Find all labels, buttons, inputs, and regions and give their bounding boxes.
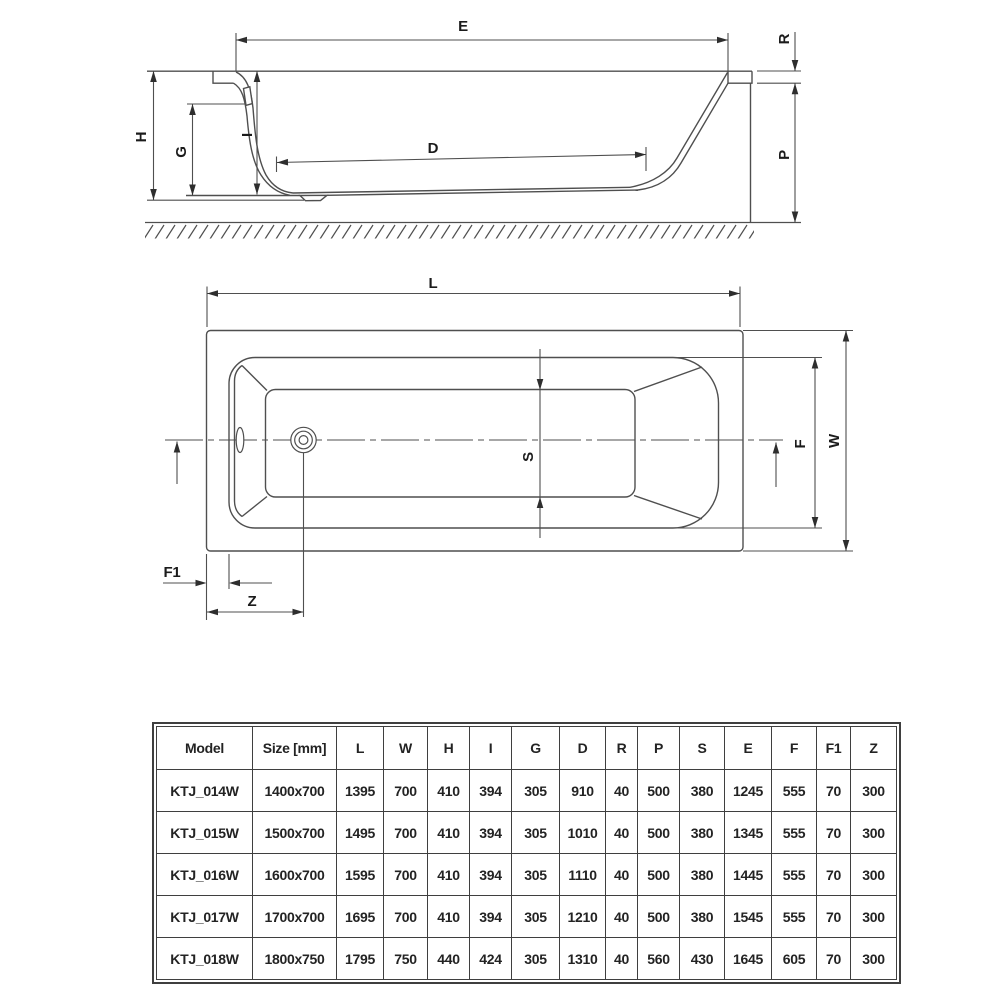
value-cell: 380 <box>680 896 725 938</box>
value-cell: 555 <box>772 896 817 938</box>
tub-outer-rect <box>207 331 744 552</box>
value-cell: 300 <box>851 854 897 896</box>
left-rim-block <box>213 71 234 83</box>
table-header-cell: H <box>428 727 470 770</box>
value-cell: 1700x700 <box>253 896 337 938</box>
value-cell: 910 <box>560 770 606 812</box>
value-cell: 424 <box>470 938 512 980</box>
table-header-cell: Model <box>157 727 253 770</box>
value-cell: 750 <box>384 938 428 980</box>
value-cell: 410 <box>428 896 470 938</box>
model-cell: KTJ_016W <box>157 854 253 896</box>
table-header-cell: Z <box>851 727 897 770</box>
dim-label-I: I <box>239 133 256 137</box>
plan-view <box>165 331 783 552</box>
value-cell: 560 <box>638 938 680 980</box>
value-cell: 40 <box>606 770 638 812</box>
floor-line <box>293 187 630 193</box>
table-header-cell: E <box>725 727 772 770</box>
value-cell: 300 <box>851 812 897 854</box>
value-cell: 300 <box>851 770 897 812</box>
dimensions-table-wrap <box>152 722 901 984</box>
value-cell: 1495 <box>337 812 384 854</box>
dim-label-P: P <box>776 150 793 160</box>
model-cell: KTJ_018W <box>157 938 253 980</box>
dim-label-S: S <box>520 452 537 462</box>
bottom-right-line <box>327 190 638 195</box>
table-row <box>157 854 897 896</box>
value-cell: 380 <box>680 812 725 854</box>
overflow-hole-icon <box>236 428 244 453</box>
table-row <box>157 770 897 812</box>
dim-label-Z: Z <box>247 593 257 610</box>
value-cell: 380 <box>680 854 725 896</box>
value-cell: 1110 <box>560 854 606 896</box>
value-cell: 1245 <box>725 770 772 812</box>
value-cell: 1500x700 <box>253 812 337 854</box>
table-header-row <box>157 727 897 770</box>
value-cell: 40 <box>606 938 638 980</box>
dimension-labels <box>133 18 843 610</box>
value-cell: 700 <box>384 812 428 854</box>
value-cell: 305 <box>512 854 560 896</box>
value-cell: 40 <box>606 854 638 896</box>
value-cell: 40 <box>606 812 638 854</box>
model-cell: KTJ_017W <box>157 896 253 938</box>
value-cell: 500 <box>638 812 680 854</box>
value-cell: 430 <box>680 938 725 980</box>
value-cell: 305 <box>512 938 560 980</box>
value-cell: 1010 <box>560 812 606 854</box>
value-cell: 555 <box>772 854 817 896</box>
dim-label-H: H <box>133 131 150 143</box>
dim-label-E: E <box>458 18 468 35</box>
value-cell: 500 <box>638 896 680 938</box>
value-cell: 500 <box>638 854 680 896</box>
side-view-dimensions <box>154 32 802 223</box>
value-cell: 410 <box>428 812 470 854</box>
table-header-cell: R <box>606 727 638 770</box>
value-cell: 700 <box>384 770 428 812</box>
corner-diagonal-bl <box>242 497 267 517</box>
value-cell: 305 <box>512 896 560 938</box>
value-cell: 1595 <box>337 854 384 896</box>
table-header-cell: G <box>512 727 560 770</box>
table-row <box>157 938 897 980</box>
value-cell: 305 <box>512 770 560 812</box>
value-cell: 394 <box>470 770 512 812</box>
value-cell: 410 <box>428 854 470 896</box>
table-body <box>157 770 897 980</box>
dim-label-W: W <box>826 434 843 448</box>
ground-hatch <box>145 224 754 239</box>
value-cell: 1695 <box>337 896 384 938</box>
value-cell: 1645 <box>725 938 772 980</box>
value-cell: 700 <box>384 854 428 896</box>
table-header-cell: F <box>772 727 817 770</box>
value-cell: 70 <box>817 854 851 896</box>
value-cell: 70 <box>817 938 851 980</box>
table-header-cell: W <box>384 727 428 770</box>
dim-label-L: L <box>428 275 438 292</box>
value-cell: 410 <box>428 770 470 812</box>
value-cell: 1445 <box>725 854 772 896</box>
value-cell: 1600x700 <box>253 854 337 896</box>
table-header-cell: D <box>560 727 606 770</box>
dim-label-R: R <box>776 33 793 45</box>
right-rim-block <box>728 71 752 83</box>
dim-label-F1: F1 <box>163 564 181 581</box>
drain-icon <box>291 427 316 452</box>
right-wall-outer <box>638 83 728 190</box>
value-cell: 605 <box>772 938 817 980</box>
value-cell: 1210 <box>560 896 606 938</box>
table-header-cell: L <box>337 727 384 770</box>
value-cell: 394 <box>470 896 512 938</box>
value-cell: 700 <box>384 896 428 938</box>
value-cell: 500 <box>638 770 680 812</box>
table-row <box>157 812 897 854</box>
value-cell: 440 <box>428 938 470 980</box>
tub-bottom-rect <box>266 390 636 498</box>
table-header-cell: F1 <box>817 727 851 770</box>
value-cell: 70 <box>817 896 851 938</box>
table-head <box>157 727 897 770</box>
value-cell: 1310 <box>560 938 606 980</box>
value-cell: 1395 <box>337 770 384 812</box>
foot <box>300 195 327 200</box>
dim-label-D: D <box>427 140 439 157</box>
side-view <box>145 71 801 238</box>
value-cell: 300 <box>851 938 897 980</box>
table-header-cell: I <box>470 727 512 770</box>
value-cell: 394 <box>470 812 512 854</box>
left-wall-outer <box>234 83 291 195</box>
table-row <box>157 896 897 938</box>
table-header-cell: P <box>638 727 680 770</box>
value-cell: 1400x700 <box>253 770 337 812</box>
corner-diagonal-tr <box>634 367 702 392</box>
dim-label-F: F <box>792 439 809 449</box>
right-wall-inner <box>630 73 728 188</box>
value-cell: 1345 <box>725 812 772 854</box>
dim-label-G: G <box>173 146 190 158</box>
value-cell: 380 <box>680 770 725 812</box>
model-cell: KTJ_015W <box>157 812 253 854</box>
dim-D-line <box>277 155 646 163</box>
value-cell: 555 <box>772 770 817 812</box>
table-header-cell: Size [mm] <box>253 727 337 770</box>
value-cell: 555 <box>772 812 817 854</box>
value-cell: 300 <box>851 896 897 938</box>
value-cell: 70 <box>817 770 851 812</box>
corner-diagonal-tl <box>242 366 267 391</box>
value-cell: 394 <box>470 854 512 896</box>
value-cell: 40 <box>606 896 638 938</box>
value-cell: 70 <box>817 812 851 854</box>
table-header-cell: S <box>680 727 725 770</box>
corner-diagonal-br <box>634 496 702 520</box>
value-cell: 305 <box>512 812 560 854</box>
value-cell: 1800x750 <box>253 938 337 980</box>
value-cell: 1795 <box>337 938 384 980</box>
model-cell: KTJ_014W <box>157 770 253 812</box>
value-cell: 1545 <box>725 896 772 938</box>
dimensions-table <box>156 726 897 980</box>
plan-view-dimensions <box>163 287 853 621</box>
